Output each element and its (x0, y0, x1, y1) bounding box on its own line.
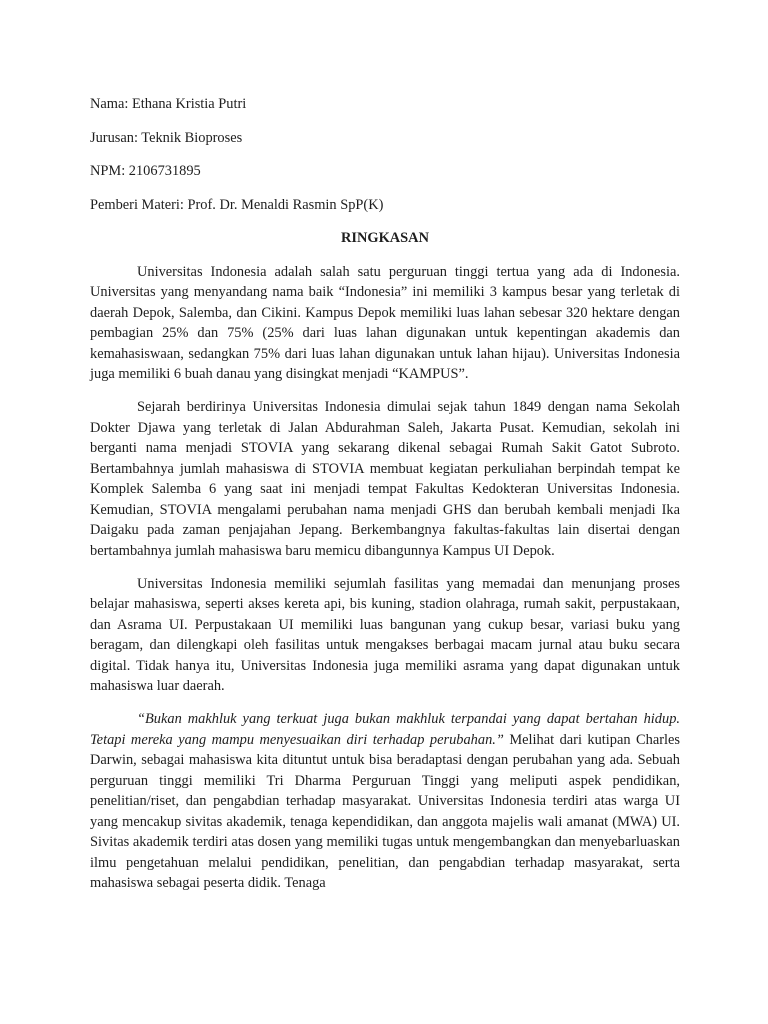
paragraph-4-text: Melihat dari kutipan Charles Darwin, sebagai mahasiswa kita dituntut untuk bisa beradaptasi dengan perubahan yang ada. Sebuah perguruan tinggi memiliki Tri Dharma Perguruan Tinggi yang meliputi aspek pendidikan, penelitian/riset, dan pengabdian terhadap masyarakat. Universitas Indonesia terdiri atas warga UI yang mencakup sivitas akademik, tenaga kependidikan, dan anggota majelis wali amanat (MWA) UI. Sivitas akademik terdiri atas dosen yang memiliki tugas untuk mengembangkan dan menyebarluaskan ilmu pengetahuan melalui pendidikan, penelitian, dan pengabdian terhadap masyarakat, serta mahasiswa sebagai peserta didik. Tenaga (90, 731, 681, 891)
document-title: RINGKASAN (341, 230, 429, 246)
lecturer-name: Pemberi Materi: Prof. Dr. Menaldi Rasmin SpP(K) (90, 196, 384, 213)
paragraph-4 (90, 709, 680, 894)
paragraph-3: Universitas Indonesia memiliki sejumlah fasilitas yang memadai dan menunjang proses belajar mahasiswa, seperti akses kereta api, bis kuning, stadion olahraga, rumah sakit, perpustakaan, dan Asrama UI. Perpustakaan UI memiliki luas bangunan yang cukup besar, variasi buku yang beragam, dan dilengkapi oleh fasilitas untuk mengakses berbagai macam jurnal atau buku secara digital. Tidak hanya itu, Universitas Indonesia juga memiliki asrama yang dapat digunakan untuk mahasiswa luar daerah. (90, 575, 680, 694)
darwin-quote: “Bukan makhluk yang terkuat juga bukan makhluk terpandai yang dapat bertahan hidup. Tetapi mereka yang mampu menyesuaikan diri terhadap perubahan.” (90, 711, 680, 748)
student-npm: NPM: 2106731895 (90, 163, 201, 179)
document-body (90, 94, 680, 894)
paragraph-2: Sejarah berdirinya Universitas Indonesia dimulai sejak tahun 1849 dengan nama Sekolah Dokter Djawa yang terletak di Jalan Abdurahman Saleh, Jakarta Pusat. Kemudian, sekolah ini berganti nama menjadi STOVIA yang sekarang dikenal sebagai Rumah Sakit Gatot Subroto. Bertambahnya jumlah mahasiswa di STOVIA membuat kegiatan perkuliahan berpindah tempat ke Komplek Salemba 6 yang saat ini menjadi tempat Fakultas Kedokteran Universitas Indonesia. Kemudian, STOVIA mengalami perubahan nama menjadi GHS dan berubah kembali menjadi Ika Daigaku pada zaman penjajahan Jepang. Berkembangnya fakultas-fakultas lain disertai dengan bertambahnya jumlah mahasiswa baru memicu dibangunnya Kampus UI Depok. (90, 399, 680, 559)
paragraph-1: Universitas Indonesia adalah salah satu perguruan tinggi tertua yang ada di Indonesia. Universitas yang menyandang nama baik “Indonesia” ini memiliki 3 kampus besar yang terletak di daerah Depok, Salemba, dan Cikini. Kampus Depok memiliki luas lahan sebesar 320 hektare dengan pembagian 25% dan 75% (25% dari luas lahan digunakan untuk kepentingan akademis dan kemahasiswaan, sedangkan 75% dari luas lahan digunakan untuk lahan hijau). Universitas Indonesia juga memiliki 6 buah danau yang disingkat menjadi “KAMPUS”. (90, 263, 680, 382)
student-major: Jurusan: Teknik Bioproses (90, 129, 243, 146)
student-name: Nama: Ethana Kristia Putri (90, 96, 247, 112)
